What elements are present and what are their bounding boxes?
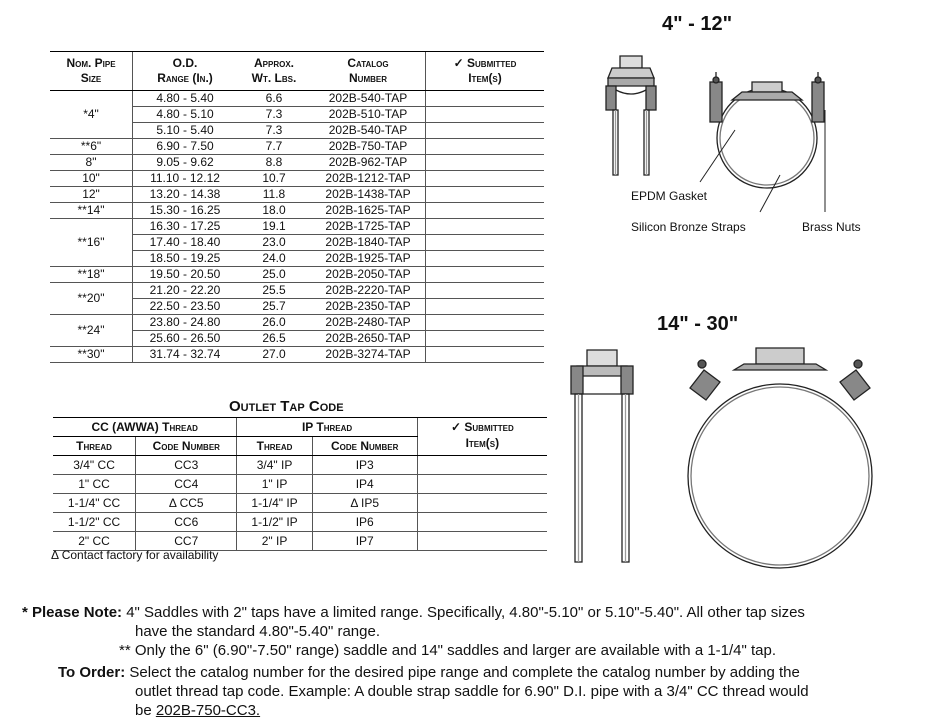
spec-size-cell: **24" (50, 315, 133, 347)
tap-sub-thread-cc: Thread (53, 437, 136, 456)
tap-sub-thread-ip: Thread (237, 437, 312, 456)
spec-row (50, 171, 544, 187)
label-brass-nuts: Brass Nuts (802, 220, 861, 234)
spec-row (50, 283, 544, 299)
spec-catalog-cell: 202B-510-TAP (311, 107, 426, 123)
spec-header-row (50, 52, 544, 91)
please-note-label: * Please Note: (22, 604, 123, 621)
spec-row (50, 187, 544, 203)
spec-catalog-cell: 202B-750-TAP (311, 139, 426, 155)
spec-od-cell: 15.30 - 16.25 (133, 203, 238, 219)
to-order-line1 (58, 663, 800, 682)
spec-size-cell: 10" (50, 171, 133, 187)
spec-submitted-cell[interactable] (426, 299, 545, 315)
to-order-line3 (135, 701, 260, 720)
spec-submitted-cell[interactable] (426, 267, 545, 283)
spec-submitted-cell[interactable] (426, 235, 545, 251)
spec-submitted-cell[interactable] (426, 203, 545, 219)
spec-od-cell: 21.20 - 22.20 (133, 283, 238, 299)
spec-size-cell: 8" (50, 155, 133, 171)
spec-weight-cell: 11.8 (237, 187, 311, 203)
spec-header-size: Nom. Pipe Size (50, 52, 133, 91)
tap-cc-thread-cell: 3/4" CC (53, 456, 136, 475)
spec-weight-cell: 23.0 (237, 235, 311, 251)
spec-size-cell: **18" (50, 267, 133, 283)
tap-cc-code-cell: CC6 (136, 513, 237, 532)
spec-row (50, 139, 544, 155)
tap-ip-thread-cell: 1-1/4" IP (237, 494, 312, 513)
spec-row (50, 315, 544, 331)
spec-submitted-cell[interactable] (426, 107, 545, 123)
tap-submitted-cell[interactable] (417, 456, 547, 475)
tap-cc-thread-cell: 1" CC (53, 475, 136, 494)
spec-submitted-cell[interactable] (426, 139, 545, 155)
tap-code-table (53, 417, 547, 551)
tap-cc-code-cell: Δ CC5 (136, 494, 237, 513)
spec-catalog-cell: 202B-540-TAP (311, 123, 426, 139)
spec-size-cell: **16" (50, 219, 133, 267)
spec-size-cell: **6" (50, 139, 133, 155)
tap-header-row (53, 418, 547, 437)
spec-row (50, 219, 544, 235)
spec-submitted-cell[interactable] (426, 283, 545, 299)
spec-od-cell: 4.80 - 5.10 (133, 107, 238, 123)
tap-row (53, 456, 547, 475)
spec-od-cell: 23.80 - 24.80 (133, 315, 238, 331)
spec-catalog-cell: 202B-2650-TAP (311, 331, 426, 347)
spec-weight-cell: 27.0 (237, 347, 311, 363)
spec-weight-cell: 25.0 (237, 267, 311, 283)
spec-catalog-cell: 202B-1725-TAP (311, 219, 426, 235)
spec-header-weight: Approx. Wt. Lbs. (237, 52, 311, 91)
spec-submitted-cell[interactable] (426, 331, 545, 347)
spec-catalog-cell: 202B-1625-TAP (311, 203, 426, 219)
spec-catalog-cell: 202B-1840-TAP (311, 235, 426, 251)
spec-weight-cell: 10.7 (237, 171, 311, 187)
tap-cc-code-cell: CC4 (136, 475, 237, 494)
to-order-prefix: be (135, 702, 156, 719)
tap-sub-code-ip: Code Number (312, 437, 417, 456)
spec-catalog-cell: 202B-962-TAP (311, 155, 426, 171)
tap-sub-code-cc: Code Number (136, 437, 237, 456)
spec-weight-cell: 6.6 (237, 91, 311, 107)
tap-cc-code-cell: CC3 (136, 456, 237, 475)
spec-od-cell: 31.74 - 32.74 (133, 347, 238, 363)
large-saddle-front-view (660, 340, 900, 572)
spec-catalog-cell: 202B-2050-TAP (311, 267, 426, 283)
spec-catalog-cell: 202B-2480-TAP (311, 315, 426, 331)
spec-catalog-cell: 202B-1925-TAP (311, 251, 426, 267)
tap-code-title: Outlet Tap Code (229, 398, 344, 415)
tap-ip-thread-cell: 1-1/2" IP (237, 513, 312, 532)
spec-size-cell: *4" (50, 91, 133, 139)
tap-submitted-cell[interactable] (417, 513, 547, 532)
spec-size-cell: **14" (50, 203, 133, 219)
spec-weight-cell: 7.3 (237, 107, 311, 123)
tap-ip-code-cell: Δ IP5 (312, 494, 417, 513)
spec-weight-cell: 8.8 (237, 155, 311, 171)
spec-row (50, 91, 544, 107)
spec-weight-cell: 19.1 (237, 219, 311, 235)
tap-ip-code-cell: IP6 (312, 513, 417, 532)
spec-catalog-cell: 202B-540-TAP (311, 91, 426, 107)
spec-od-cell: 25.60 - 26.50 (133, 331, 238, 347)
tap-header-ip: IP Thread (237, 418, 417, 437)
spec-catalog-cell: 202B-2350-TAP (311, 299, 426, 315)
please-note-line2: have the standard 4.80"-5.40" range. (135, 623, 380, 640)
to-order-text1: Select the catalog number for the desired pipe range and complete the catalog number by adding the (129, 664, 800, 681)
spec-submitted-cell[interactable] (426, 251, 545, 267)
tap-ip-thread-cell: 2" IP (237, 532, 312, 551)
tap-header-cc: CC (AWWA) Thread (53, 418, 237, 437)
spec-catalog-cell: 202B-1212-TAP (311, 171, 426, 187)
small-saddle-title: 4" - 12" (662, 13, 733, 35)
spec-table-body (50, 91, 544, 363)
tap-ip-thread-cell: 1" IP (237, 475, 312, 494)
to-order-line2: outlet thread tap code. Example: A double strap saddle for 6.90" D.I. pipe with a 3/4" CC thread would (135, 683, 809, 700)
spec-header-catalog: Catalog Number (311, 52, 426, 91)
tap-ip-code-cell: IP4 (312, 475, 417, 494)
tap-row (53, 475, 547, 494)
spec-od-cell: 4.80 - 5.40 (133, 91, 238, 107)
spec-submitted-cell[interactable] (426, 187, 545, 203)
spec-catalog-cell: 202B-2220-TAP (311, 283, 426, 299)
spec-submitted-cell[interactable] (426, 91, 545, 107)
tap-row (53, 494, 547, 513)
tap-submitted-cell[interactable] (417, 532, 547, 551)
spec-catalog-cell: 202B-3274-TAP (311, 347, 426, 363)
tap-cc-thread-cell: 1-1/2" CC (53, 513, 136, 532)
spec-catalog-cell: 202B-1438-TAP (311, 187, 426, 203)
spec-weight-cell: 26.5 (237, 331, 311, 347)
tap-ip-code-cell: IP3 (312, 456, 417, 475)
spec-submitted-cell[interactable] (426, 123, 545, 139)
spec-submitted-cell[interactable] (426, 171, 545, 187)
spec-od-cell: 11.10 - 12.12 (133, 171, 238, 187)
spec-weight-cell: 26.0 (237, 315, 311, 331)
spec-od-cell: 9.05 - 9.62 (133, 155, 238, 171)
tap-ip-code-cell: IP7 (312, 532, 417, 551)
spec-header-submitted: ✓ Submitted Item(s) (426, 52, 545, 91)
spec-od-cell: 16.30 - 17.25 (133, 219, 238, 235)
spec-header-od: O.D. Range (In.) (133, 52, 238, 91)
tap-submitted-cell[interactable] (417, 494, 547, 513)
spec-od-cell: 5.10 - 5.40 (133, 123, 238, 139)
spec-row (50, 155, 544, 171)
spec-od-cell: 18.50 - 19.25 (133, 251, 238, 267)
callout-lines (640, 110, 860, 225)
to-order-example: 202B-750-CC3. (155, 702, 261, 719)
tap-ip-thread-cell: 3/4" IP (237, 456, 312, 475)
spec-row (50, 267, 544, 283)
large-saddle-side-view (565, 346, 640, 568)
tap-code-body (53, 456, 547, 551)
spec-size-cell: **20" (50, 283, 133, 315)
spec-weight-cell: 18.0 (237, 203, 311, 219)
tap-row (53, 513, 547, 532)
spec-submitted-cell[interactable] (426, 219, 545, 235)
tap-submitted-cell[interactable] (417, 475, 547, 494)
spec-od-cell: 19.50 - 20.50 (133, 267, 238, 283)
please-note-line1 (22, 603, 805, 622)
to-order-label: To Order: (58, 664, 126, 681)
spec-table (50, 51, 544, 363)
spec-size-cell: 12" (50, 187, 133, 203)
please-note-text1: 4" Saddles with 2" taps have a limited range. Specifically, 4.80"-5.10" or 5.10"-5.40". All other tap sizes (126, 604, 805, 621)
label-silicon-bronze-straps: Silicon Bronze Straps (631, 220, 746, 234)
label-epdm-gasket: EPDM Gasket (631, 189, 708, 203)
spec-od-cell: 22.50 - 23.50 (133, 299, 238, 315)
spec-submitted-cell[interactable] (426, 347, 545, 363)
tap-cc-thread-cell: 1-1/4" CC (53, 494, 136, 513)
spec-weight-cell: 7.7 (237, 139, 311, 155)
spec-weight-cell: 24.0 (237, 251, 311, 267)
double-star-note: ** Only the 6" (6.90"-7.50" range) saddle and 14" saddles and larger are available with a 1-1/4" tap. (119, 642, 777, 659)
spec-row (50, 347, 544, 363)
spec-weight-cell: 7.3 (237, 123, 311, 139)
spec-od-cell: 13.20 - 14.38 (133, 187, 238, 203)
spec-row (50, 203, 544, 219)
tap-header-submitted: ✓ Submitted Item(s) (417, 418, 547, 456)
spec-weight-cell: 25.5 (237, 283, 311, 299)
spec-od-cell: 6.90 - 7.50 (133, 139, 238, 155)
spec-submitted-cell[interactable] (426, 155, 545, 171)
spec-weight-cell: 25.7 (237, 299, 311, 315)
spec-size-cell: **30" (50, 347, 133, 363)
tap-cc-thread-cell: 2" CC (53, 532, 136, 551)
tap-footnote: Δ Contact factory for availability (51, 548, 219, 562)
spec-submitted-cell[interactable] (426, 315, 545, 331)
tap-cc-code-cell: CC7 (136, 532, 237, 551)
large-saddle-title: 14" - 30" (657, 313, 739, 335)
spec-od-cell: 17.40 - 18.40 (133, 235, 238, 251)
